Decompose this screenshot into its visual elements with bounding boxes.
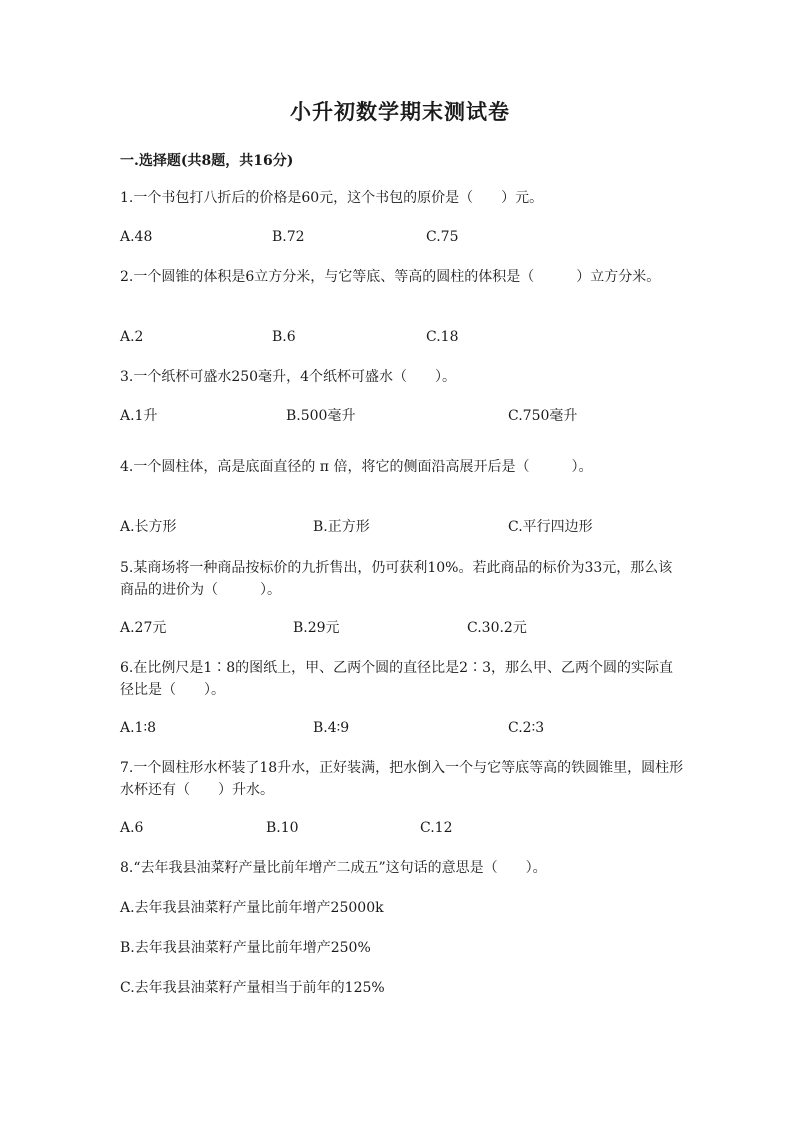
question-8: 8.“去年我县油菜籽产量比前年增产二成五”这句话的意思是（ ）。 xyxy=(120,860,547,876)
option-b: B.4∶9 xyxy=(313,720,350,736)
option-c: C.平行四边形 xyxy=(508,519,593,535)
option-c: C.去年我县油菜籽产量相当于前年的125% xyxy=(120,980,385,996)
option-a: A.27元 xyxy=(120,620,167,636)
question-6-options xyxy=(120,717,720,739)
question-2-options xyxy=(120,326,720,348)
option-a: A.2 xyxy=(120,329,144,345)
option-a: A.1升 xyxy=(120,408,158,424)
option-c: C.12 xyxy=(420,820,453,836)
question-5-options xyxy=(120,617,720,639)
question-3-options xyxy=(120,405,720,427)
question-1-options xyxy=(120,226,720,248)
question-2: 2.一个圆锥的体积是6立方分米，与它等底、等高的圆柱的体积是（ ）立方分米。 xyxy=(120,269,661,285)
question-3: 3.一个纸杯可盛水250毫升，4个纸杯可盛水（ ）。 xyxy=(120,369,456,385)
option-c: C.30.2元 xyxy=(467,620,527,636)
option-c: C.18 xyxy=(426,329,459,345)
option-b: B.6 xyxy=(272,329,296,345)
option-a: A.48 xyxy=(120,229,153,245)
option-a: A.去年我县油菜籽产量比前年增产25000k xyxy=(120,900,384,916)
option-b: B.500毫升 xyxy=(286,408,356,424)
page-title: 小升初数学期末测试卷 xyxy=(290,99,510,124)
question-7-options xyxy=(120,817,720,839)
question-1: 1.一个书包打八折后的价格是60元，这个书包的原价是（ ）元。 xyxy=(120,190,544,206)
question-7: 7.一个圆柱形水杯装了18升水，正好装满，把水倒入一个与它等底等高的铁圆锥里，圆柱形水杯还有（ ）升水。 xyxy=(120,760,684,798)
section-heading: 一.选择题(共8题，共16分) xyxy=(120,153,294,169)
question-4-options xyxy=(120,516,720,538)
option-a: A.1∶8 xyxy=(120,720,157,736)
option-a: A.6 xyxy=(120,820,144,836)
option-b: B.正方形 xyxy=(313,519,370,535)
question-6: 6.在比例尺是1∶8的图纸上，甲、乙两个圆的直径比是2∶3，那么甲、乙两个圆的实际直径比是（ ）。 xyxy=(120,660,673,698)
option-c: C.750毫升 xyxy=(508,408,578,424)
option-a: A.长方形 xyxy=(120,519,177,535)
option-c: C.2∶3 xyxy=(508,720,545,736)
option-b: B.去年我县油菜籽产量比前年增产250% xyxy=(120,940,371,956)
option-b: B.29元 xyxy=(293,620,340,636)
option-b: B.72 xyxy=(272,229,305,245)
option-b: B.10 xyxy=(266,820,299,836)
question-4: 4.一个圆柱体，高是底面直径的 π 倍，将它的侧面沿高展开后是（ ）。 xyxy=(120,459,593,475)
question-5: 5.某商场将一种商品按标价的九折售出，仍可获利10%。若此商品的标价为33元，那么该商品的进价为（ ）。 xyxy=(120,560,673,598)
option-c: C.75 xyxy=(426,229,459,245)
